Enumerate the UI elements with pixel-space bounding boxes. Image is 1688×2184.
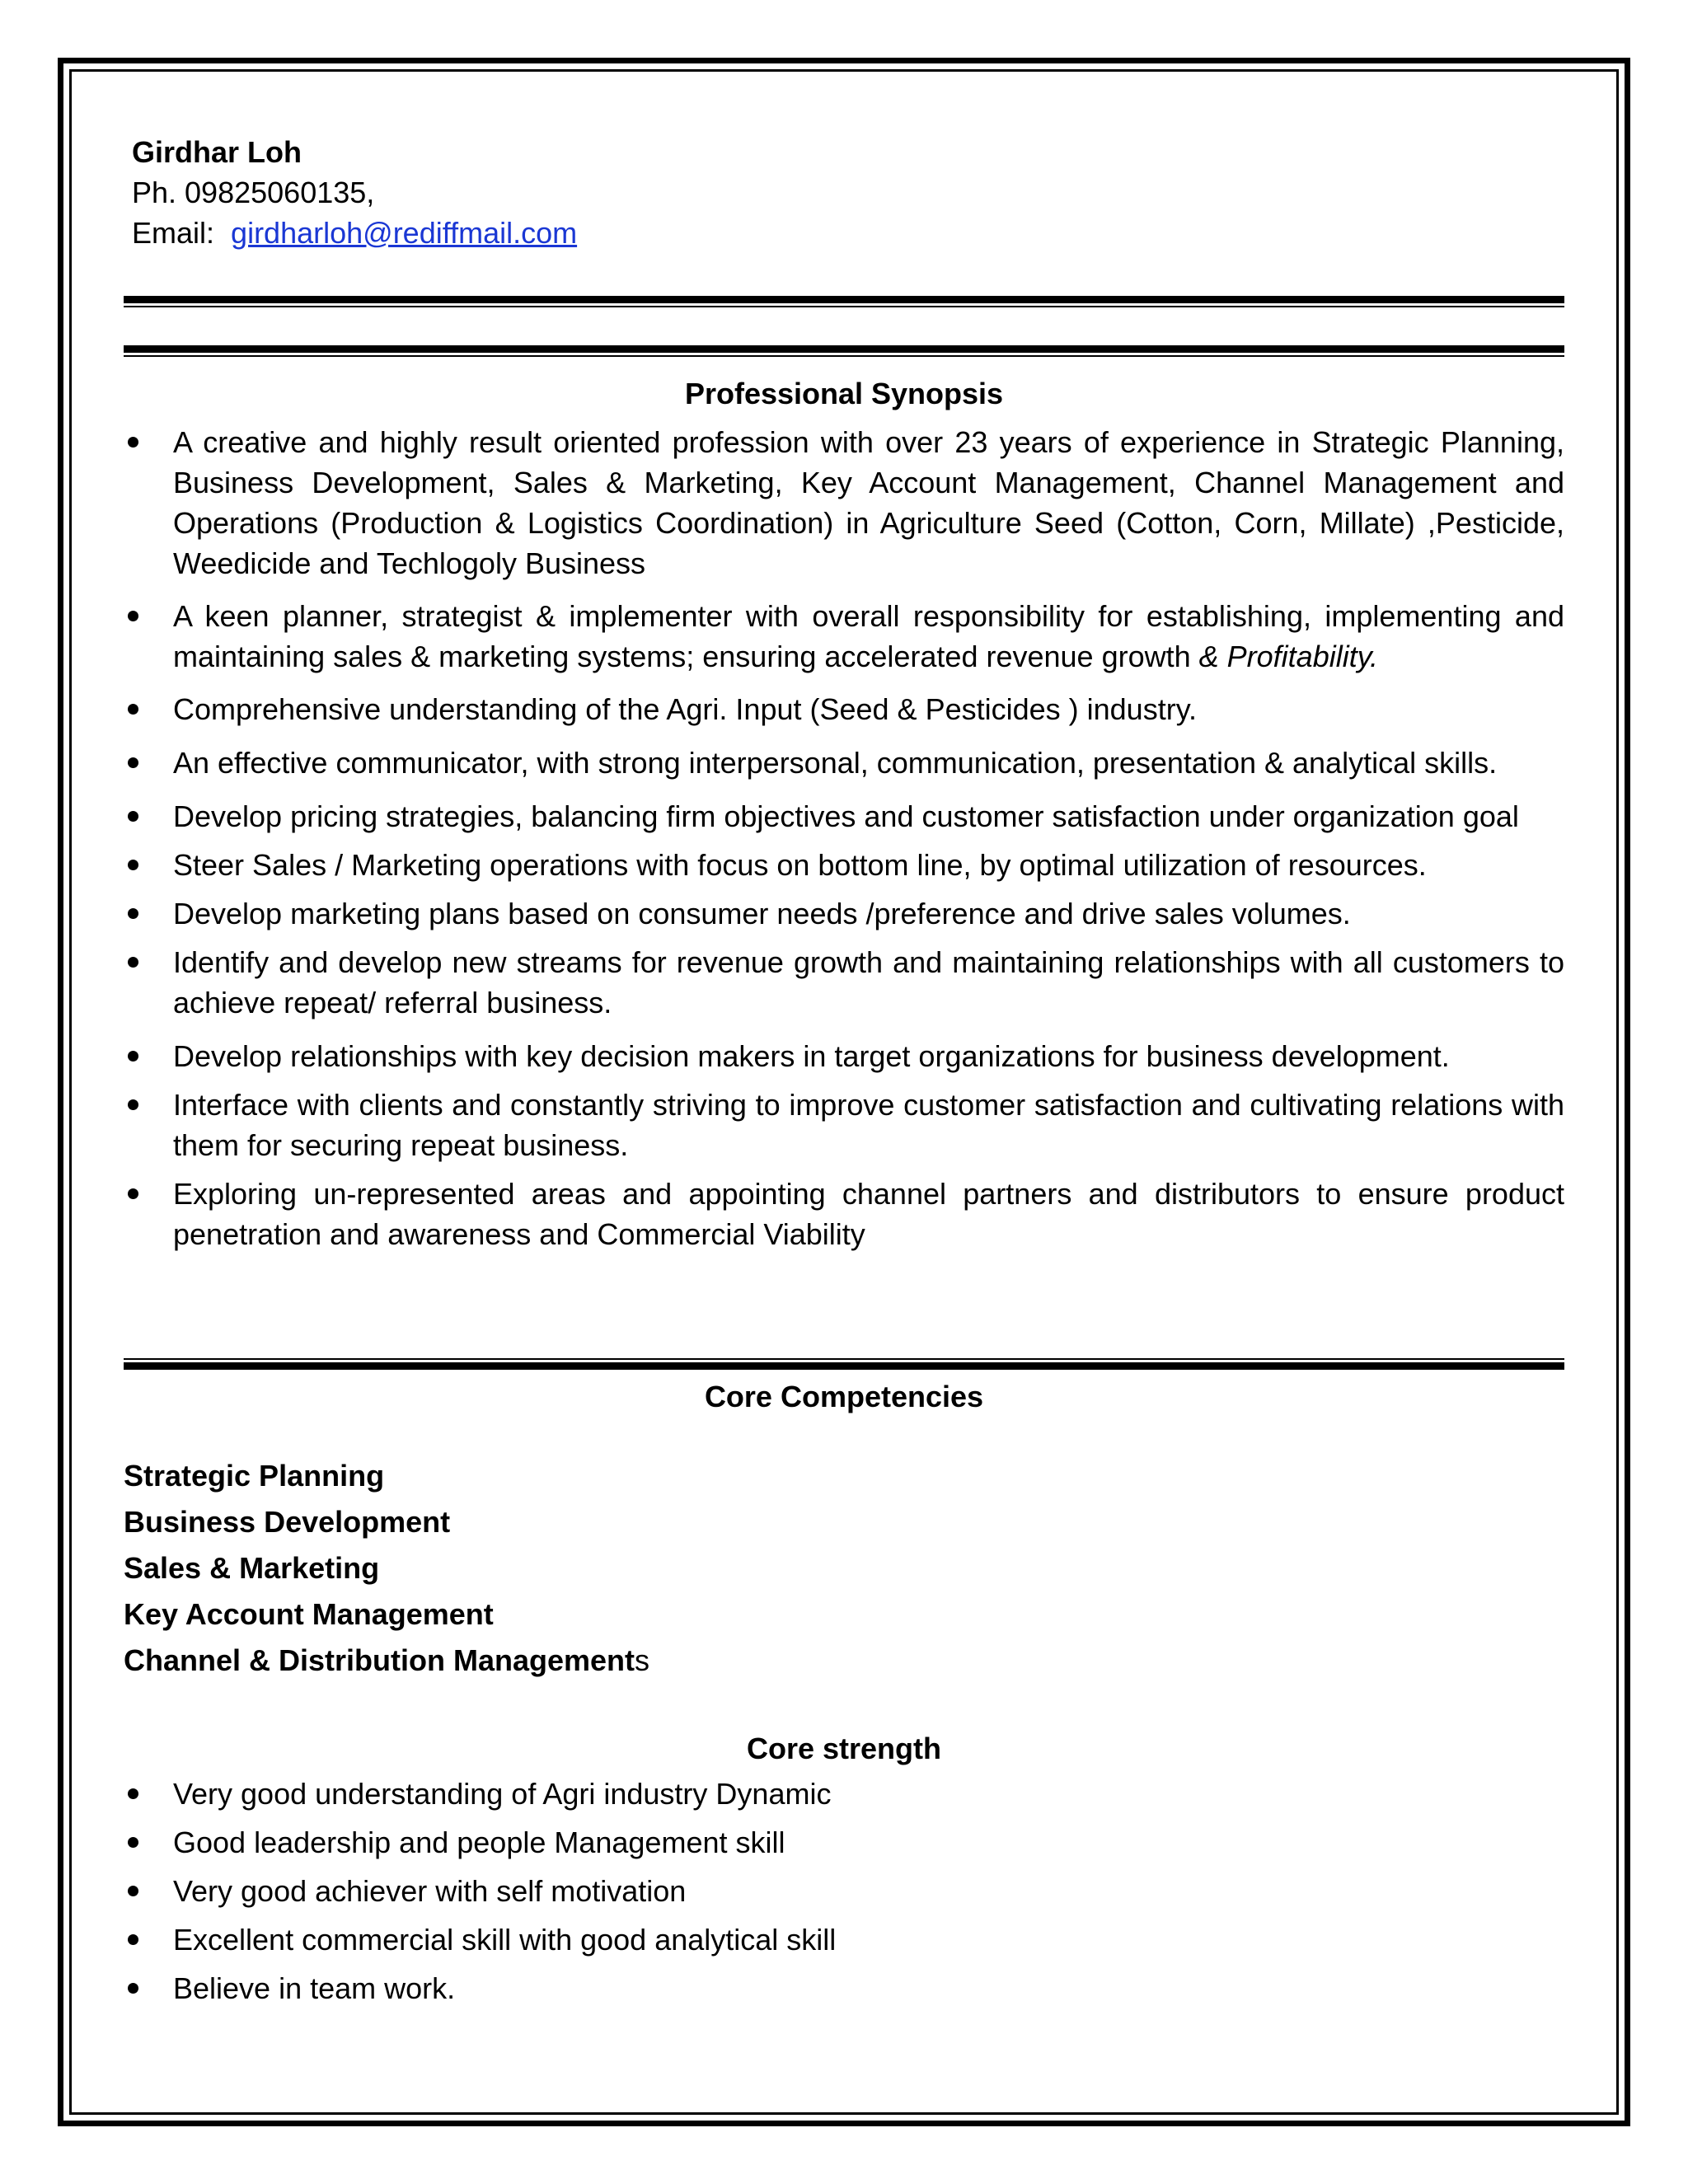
list-item: Steer Sales / Marketing operations with focus on bottom line, by optimal utilization of resources. xyxy=(124,845,1564,885)
list-item: Identify and develop new streams for revenue growth and maintaining relationships with all customers to achieve repeat/ referral business. xyxy=(124,942,1564,1023)
list-item: Believe in team work. xyxy=(124,1968,1564,2008)
list-item: A creative and highly result oriented profession with over 23 years of experience in Strategic Planning, Business Development, Sales & Marketing, Key Account Management, Channel Management and Operations (Production & Logistics Coordination) in Agriculture Seed (Cotton, Corn, Millate) ,Pesticide, Weedicide and Techlogoly Business xyxy=(124,422,1564,583)
strength-list xyxy=(124,1774,1564,2008)
list-item: Interface with clients and constantly striving to improve customer satisfaction and cultivating relations with them for securing repeat business. xyxy=(124,1085,1564,1165)
competency-item: Strategic Planning xyxy=(124,1459,385,1493)
email-line xyxy=(132,213,1564,253)
email-label: Email: xyxy=(132,216,215,250)
competency-tail: s xyxy=(635,1643,650,1677)
competency-item: Business Development xyxy=(124,1505,451,1539)
competency-text: Channel & Distribution Management xyxy=(124,1643,635,1677)
list-item: Develop pricing strategies, balancing firm objectives and customer satisfaction under organization goal xyxy=(124,796,1564,837)
list-item: Excellent commercial skill with good analytical skill xyxy=(124,1919,1564,1960)
list-item-text: A keen planner, strategist & implementer with overall responsibility for establishing, implementing and maintaining sales & marketing systems; ensuring accelerated revenue growth xyxy=(173,599,1564,673)
competencies-list xyxy=(124,1453,1564,1684)
list-item: Develop marketing plans based on consumer needs /preference and drive sales volumes. xyxy=(124,893,1564,934)
synopsis-title: Professional Synopsis xyxy=(684,377,1004,410)
resume-content xyxy=(124,124,1564,2008)
list-item: Very good achiever with self motivation xyxy=(124,1871,1564,1911)
candidate-name: Girdhar Loh xyxy=(132,135,302,169)
header-divider xyxy=(124,296,1564,307)
synopsis-divider xyxy=(124,345,1564,357)
competency-item: Key Account Management xyxy=(124,1597,494,1631)
list-item: An effective communicator, with strong interpersonal, communication, presentation & analytical skills. xyxy=(124,743,1564,783)
list-item: Comprehensive understanding of the Agri. Input (Seed & Pesticides ) industry. xyxy=(124,689,1564,729)
competency-item: Sales & Marketing xyxy=(124,1551,380,1585)
synopsis-list xyxy=(124,422,1564,1254)
list-item: Good leadership and people Management skill xyxy=(124,1822,1564,1863)
list-item: Exploring un-represented areas and appointing channel partners and distributors to ensure product penetration and awareness and Commercial Viability xyxy=(124,1174,1564,1254)
phone-number: Ph. 09825060135, xyxy=(132,176,375,209)
competency-item xyxy=(124,1638,1564,1684)
competencies-divider xyxy=(124,1358,1564,1370)
email-link[interactable]: girdharloh@rediffmail.com xyxy=(231,216,578,250)
list-item: Develop relationships with key decision makers in target organizations for business development. xyxy=(124,1036,1564,1076)
list-item xyxy=(124,596,1564,677)
strength-title: Core strength xyxy=(746,1732,942,1765)
list-item-emphasis: & Profitability. xyxy=(1198,640,1379,673)
list-item: Very good understanding of Agri industry Dynamic xyxy=(124,1774,1564,1814)
competencies-title: Core Competencies xyxy=(704,1380,984,1413)
